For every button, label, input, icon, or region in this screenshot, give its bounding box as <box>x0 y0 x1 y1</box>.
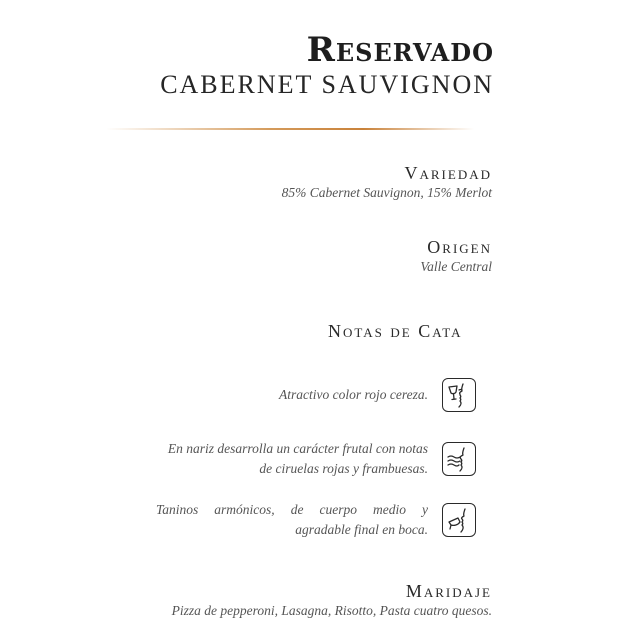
note-text <box>279 385 428 405</box>
maridaje-heading: Maridaje <box>405 581 492 601</box>
wine-subtitle: CABERNET SAUVIGNON <box>160 70 494 99</box>
note-text <box>168 439 428 479</box>
note-line: Atractivo color rojo cereza. <box>279 387 428 402</box>
tasting-note-aroma <box>168 439 476 479</box>
tasting-note-color <box>279 378 476 412</box>
notas-heading: Notas de Cata <box>328 321 463 341</box>
mouth-taste-icon <box>442 503 476 537</box>
maridaje-value: Pizza de pepperoni, Lasagna, Risotto, Pasta cuatro quesos. <box>171 603 492 618</box>
nose-aroma-icon <box>442 442 476 476</box>
note-line: agradable final en boca. <box>295 522 428 537</box>
maridaje-section <box>172 580 492 620</box>
origen-value: Valle Central <box>420 259 492 274</box>
origen-section <box>420 236 492 276</box>
note-line: de ciruelas rojas y frambuesas. <box>259 461 428 476</box>
note-text <box>156 500 428 540</box>
note-line: Taninos armónicos, de cuerpo medio y <box>156 502 428 517</box>
variedad-heading: Variedad <box>404 163 492 183</box>
tasting-note-taste <box>156 500 476 540</box>
title-divider <box>106 128 474 130</box>
note-line: En nariz desarrolla un carácter frutal con notas <box>167 441 428 456</box>
origen-heading: Origen <box>427 237 492 257</box>
variedad-value: 85% Cabernet Sauvignon, 15% Merlot <box>281 185 492 200</box>
eye-glass-icon <box>442 378 476 412</box>
variedad-section <box>282 162 492 202</box>
wine-title: Reservado <box>306 30 494 70</box>
